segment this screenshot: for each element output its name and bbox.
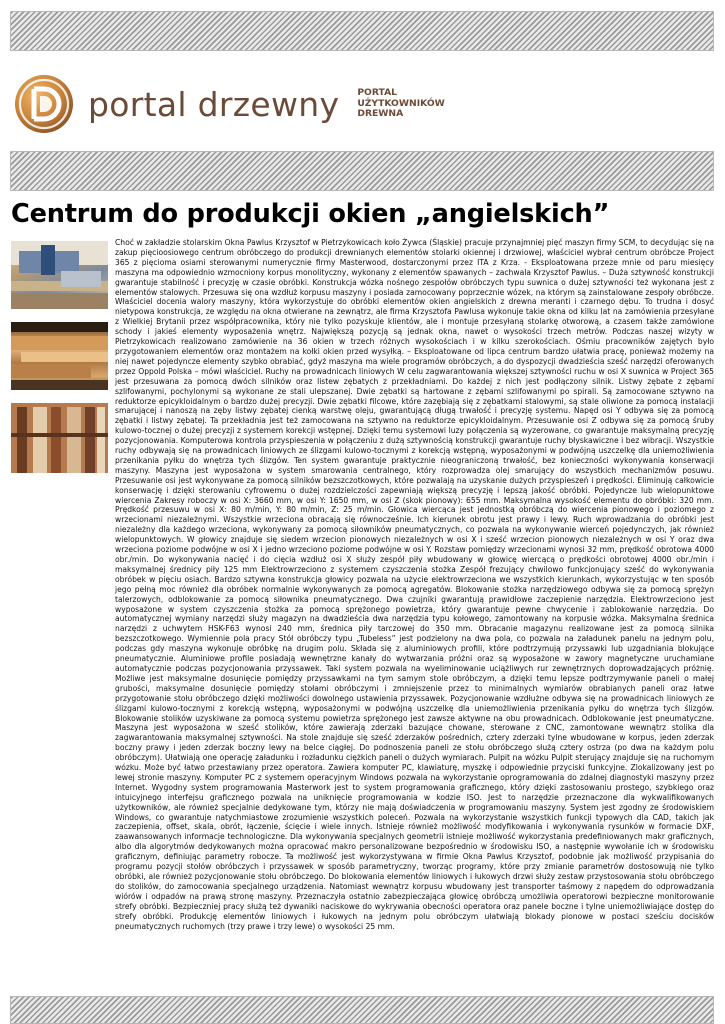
cnc-machine-photo bbox=[11, 241, 108, 309]
article-title: Centrum do produkcji okien „angielskich” bbox=[11, 199, 610, 229]
portal-drzewny-logo-icon bbox=[14, 74, 74, 134]
brand-tagline bbox=[357, 88, 444, 120]
bottom-hatched-banner bbox=[10, 996, 714, 1024]
article-text: Choć w zakładzie stolarskim Okna Pawlus Krzysztof w Pietrzykowicach koło Żywca (Śląskie) pracuje przynajmniej pięć maszyn firmy SCM, to decydując się na zakup pięcioosiowego centrum obróbczego do produkcji drewnianych elementów stolarki okiennej i drzwiowej, właściciel wybrał centrum obróbcze Project 365 z pięcioma osiami sterowanymi numerycznie firmy Masterwood, dostarczonymi przez ITA z Krza. - Eksploatowana przeze mnie od paru miesięcy maszyna ma odpowiednio wzmocniony korpus monolityczny, wykonany z elementów spawanych – zachwala Krzysztof Pawlus. – Duża sztywność konstrukcji gwarantuje stabilność i precyzję w czasie obróbki. Konstrukcja wózka nośnego zespołów obróbczych typu suwnica o dużej sztywności też wykonana jest z elementów stalowych. Przesuwa się ona wzdłuż korpusu maszyny i posiada zamocowany poprzecznie wózek, na którym są zainstalowane zespoły obróbcze. Właściciel docenia walory maszyny, która wykorzystuje do obróbki elementów okien angielskich z drewna meranti i czarnego dębu. To trudna i dosyć nietypowa konstrukcja, ze względu na okna otwierane na zewnątrz, ale firma Krzysztofa Pawlusa wykonuje takie okna od kilku lat na zamówienia przesyłane z Wielkiej Brytanii przez współpracownika, który nie tylko pozyskuje klientów, ale i montuje przesyłaną stolarkę otworową, a czasem także zamówione schody i jakieś elementy wyposażenia wnętrz. Największą pozycją są jednak okna, nawet o wysokości trzech metrów. Podczas naszej wizyty w Pietrzykowicach realizowano zamówienie na 36 okien w trzech różnych wysokościach i w kilku szerokościach. Ośmiu pracowników zajętych było przygotowaniem elementów oraz montażem na kołki okien przed wysyłką. – Eksploatowane od lipca centrum bardzo ułatwia pracę, ponieważ możemy na niej nawet pojedyncze elementy szybko obrabiać, gdyż maszyna ma wiele programów obróbczych, a do dyspozycji dwadzieścia sześć narzędzi oferowanych przez Oppold Polska – mówi właściciel. Ruchy na prowadnicach liniowych W celu zagwarantowania większej sztywności ruchu w osi X suwnica w Project 365 jest przesuwana za pomocą dwóch silników oraz listew zębatych z przekładniami. Do każdej z nich jest podłączony silnik. Listwy zębate z zębami szlifowanymi, pochylonymi są wykonane ze stali ulepszanej. Dwie zębatki są hartowane z zębami szlifowanymi po spirali. Są zamocowane sztywno na reduktorze epicykloidalnym o bardzo dużej precyzji. Dwie zębatki filcowe, które zazębiają się z zębatkami stalowymi, są stale oliwione za pomocą instalacji smarującej i nanoszą na zęby listwy zębatej cienką warstwę oleju, gwarantującą długą trwałość i precyzję systemu. Napęd osi Y odbywa się za pomocą zębatki i listwy zębatej. Ta przekładnia jest też zamocowana na sztywno na reduktorze epicykloidalnym. Przesuwanie osi Z odbywa się za pomocą śruby kulowo-tocznej o dużej precyzji z systemem korekcji wstępnej. Dzięki temu systemowi luzy połączenia są wyzerowane, co gwarantuje maksymalną precyzję pozycjonowania. Komputerowa kontrola przyspieszenia w połączeniu z dużą sztywnością konstrukcji gwarantuje ruchy błyskawiczne i bez wibracji. Wszystkie ruchy odbywają się na prowadnicach liniowych ze ślizgami kulowo-tocznymi z korekcją wstępną, wyposażonymi w podwójną uszczelkę dla uniemożliwienia przenikania pyłku do wnętrza tych ślizgów. Ten system gwarantuje praktycznie nieograniczoną trwałość, bez konieczności wykonywania konserwacji maszyny. Maszyna jest wyposażona w system smarowania centralnego, który rozprowadza olej smarujący do wszystkich mechanizmów posuwu. Przesuwanie osi jest wykonywane za pomocą silników bezszczotkowych, które pozwalają na uzyskanie dużych przyspieszeń i prędkości. Eliminują całkowicie konserwację i dzięki sterowaniu cyfrowemu o dużej rozdzielczości zapewniają większą precyzję i lepszą jakość obróbki. Pojedyncze lub wielopunktowe wiercenia Zakresy roboczy w osi X: 3660 mm, w osi Y: 1650 mm, w osi Z (skok pionowy): 655 mm. Maksymalna wysokość elementu do obróbki: 320 mm. Prędkość przesuwu w osi X: 80 m/min, Y: 80 m/min, Z: 25 m/min. Głowica wiercąca jest jednostką obróbczą do wiercenia pionowego i poziomego z wrzecionami niezależnymi. Wszystkie wrzeciona obracają się równocześnie. Ich kierunek obrotu jest prawy i lewy. Ruch wprowadzania do obróbki jest niezależny dla każdego wrzeciona, wykonywany za pomocą siłowników pneumatycznych, co pozwala na wykonywanie wierceń pojedynczych, jak również wielopunktowych. W głowicy znajduje się siedem wrzecion pionowych niezależnych w osi X i sześć wrzecion pionowych niezależnych w osi Y oraz dwa wrzeciona poziome podwójne w osi X i jedno wrzeciono poziome podwójne w osi Y. Rozstaw pomiędzy wrzecionami wynosi 32 mm, prędkość obrotowa 4000 obr./min. Do wykonywania nacięć i do cięcia wzdłuż osi X służy zespół piły wbudowany w głowicę wiercącą o prędkości obrotowej 4000 obr./min i maksymalnej średnicy piły 125 mm Elektrowrzeciono z systemem czyszczenia stożka Zespół frezujący chwilowo funkcjonujący sześć do wykonywania obróbek w pięciu osiach. Bardzo sztywna konstrukcja głowicy pozwala na użycie elektrowrzeciona we wszystkich kierunkach, wykorzystując w ten sposób jego pełną moc również dla obróbek normalnie wykonywanych za pomocą agregatów. Blokowanie stożka narzędziowego odbywa się za pomocą sprężyn talerzowych, odblokowanie za pomocą siłownika pneumatycznego. Dwa czujniki gwarantują prawidłowe zaczepienie narzędzia. Elektrowrzeciono jest wyposażone w system czyszczenia stożka za pomocą sprężonego powietrza, który gwarantuje pewne chwycenie i zablokowanie narzędzia. Do automatycznej wymiany narzędzi służy magazyn na dwadzieścia dwa narzędzia typu kołowego, zamontowany na korpusie wózka. Maksymalna średnica narzędzi z uchwytem HSK-F63 wynosi 240 mm, średnica piły tarczowej do 350 mm. Obracanie magazynu realizowane jest za pomocą silnika bezszczotkowego. Wymiennie pola pracy Stół obróbczy typu „Tubeless” jest podzielony na dwa pola, co pozwala na załadunek panelu na jednym polu, podczas gdy maszyna wykonuje obróbkę na drugim polu. Składa się z aluminiowych profili, które podtrzymują przyssawki lub uzgadniania blokujące pneumatycznie. Aluminiowe profile posiadają wewnętrzne kanały do wytwarzania próżni oraz są wyposażone w zawory magnetyczne uruchamiane automatycznie podczas pozycjonowania przyssawek. Taki system pozwala na wyeliminowanie uciążliwych rur zewnętrznych doprowadzających próżnię. Możliwe jest maksymalne dosunięcie pomiędzy przyssawkami na tym samym stole obróbczym, a dzięki temu lepsze podtrzymywanie paneli o małej grubości, maksymalne dosunięcie pomiędzy stołami obróbczymi i zmniejszenie przez to minimalnych wymiarów obrabianych paneli oraz łatwe przygotowanie stołu obróbczego dzięki możliwości dowolnego ustawienia przyssawek. Pozycjonowanie wzdłużne odbywa się na prowadnicach liniowych ze ślizgami kulowo-tocznymi z korekcją wstępną, wyposażonymi w podwójną uszczelkę dla uniemożliwienia przenikania pyłku do wnętrza tych ślizgów. Blokowanie stolików uzyskiwane za pomocą systemu powietrza sprężonego jest zawsze aktywne na obu prowadnicach. Odblokowanie jest pneumatyczne. Maszyna jest wyposażona w sześć stolików, które zawierają zderzaki bazujące chowane, sterowane z CNC, zamontowane wewnątrz stolika dla zagwarantowania maksymalnej sztywności. Na stole znajduje się sześć zderzaków pośrednich, cztery zderzaki tylne wbudowane w korpus, jeden zderzak boczny prawy i jeden zderzak boczny lewy na belce ciągłej. Do podnoszenia paneli ze stołu obróbczego służą cztery ostrza (po dwa na każdym polu obróbczym). Ułatwiają one operację załadunku i rozładunku ciężkich paneli o dużych wymiarach. Pulpit na wózku Pulpit sterujący znajduje się na ruchomym wózku. Może być łatwo przestawiany przez operatora. Zawiera komputer PC, klawiaturę, myszkę i odpowiednie przyciski funkcyjne. Zlokalizowany jest po lewej stronie maszyny. Komputer PC z systemem operacyjnym Windows pozwala na wykorzystanie oprogramowania do zdalnej diagnostyki maszyny przez Internet. Wygodny system programowania Masterwork jest to system programowania graficznego, który dzięki zastosowaniu prostego, szybkiego oraz intuicyjnego interfejsu graficznego pozwala na uniknięcie programowania w kodzie ISO. Jest to narzędzie przeznaczone dla wykwalifikowanych użytkowników, ale również specjalnie dedykowane tym, którzy nie mają doświadczenia w programowaniu maszyny. System jest zgodny ze środowiskiem Windows, co gwarantuje natychmiastowe zrozumienie wszystkich poleceń. Pozwala na wykorzystanie wszystkich funkcji typowych dla CAD, takich jak zaczepienia, offset, skala, obrót, łączenie, ścięcie i wiele innych. Istnieje również możliwość modyfikowania i wykonywania rysunków w formacie DXF, zaawansowanych informacje technologiczne. Dla wykonywania specjalnych geometrii istnieje możliwość wykorzystania predefiniowanych makr graficznych, albo dla algorytmów dedykowanych można opracować makro personalizowane bezpośrednio w środowisku ISO, a następnie wywołanie ich w środowisku graficznym, definiując parametry robocze. Ta możliwość jest wykorzystywana w firmie Okna Pawlus Krzysztof, podobnie jak możliwość przypisania do programu pozycji stołów obróbczych i przyssawek w sposób parametryczny, tworząc programy, które przy zmianie parametrów dostosowują nie tylko obróbki, ale również pozycjonowanie stołu obróbczego. Do blokowania elementów liniowych i łukowych drzwi służy zestaw przystosowania stołu obróbczego do stolików, do zamocowania specjalnego urządzenia. Natomiast wewnątrz korpusu wbudowany jest transporter taśmowy z napędem do odprowadzania wiórów i odpadów na prawą stronę maszyny. Przeznaczyła ostatnio zabezpieczająca głowicę obróbczą umożliwia operatorowi bezpieczne monitorowanie strefy obróbki. Bezpieczniej pracy służą też dywaniki naciskowe do wykrywania obecności operatora oraz panele boczne i tylne uniemożliwiające dostęp do strefy obróbki. Produkcję elementów liniowych i łukowych na jednym polu obróbczym ułatwiają blokady pionowe w postaci sześciu docisków pneumatycznych ruchomych (trzy prawe i trzy lewe) o wysokości 25 mm. bbox=[115, 238, 714, 931]
tagline-line-2: UŻYTKOWNIKÓW bbox=[357, 97, 445, 109]
middle-hatched-banner bbox=[10, 151, 714, 191]
wooden-window-frames-photo-graphic bbox=[11, 403, 108, 473]
window-frame-elements-photo bbox=[11, 322, 108, 390]
article-body bbox=[115, 238, 714, 931]
window-frame-elements-photo-graphic bbox=[11, 322, 108, 390]
tagline-line-3: DREWNA bbox=[357, 108, 404, 120]
top-hatched-banner bbox=[10, 11, 714, 51]
wooden-window-frames-photo bbox=[11, 403, 108, 473]
tagline-line-1: PORTAL bbox=[357, 86, 398, 98]
portal-drzewny-logo[interactable] bbox=[14, 72, 445, 136]
cnc-machine-photo-graphic bbox=[11, 241, 108, 309]
brand-name: portal drzewny bbox=[88, 84, 340, 124]
